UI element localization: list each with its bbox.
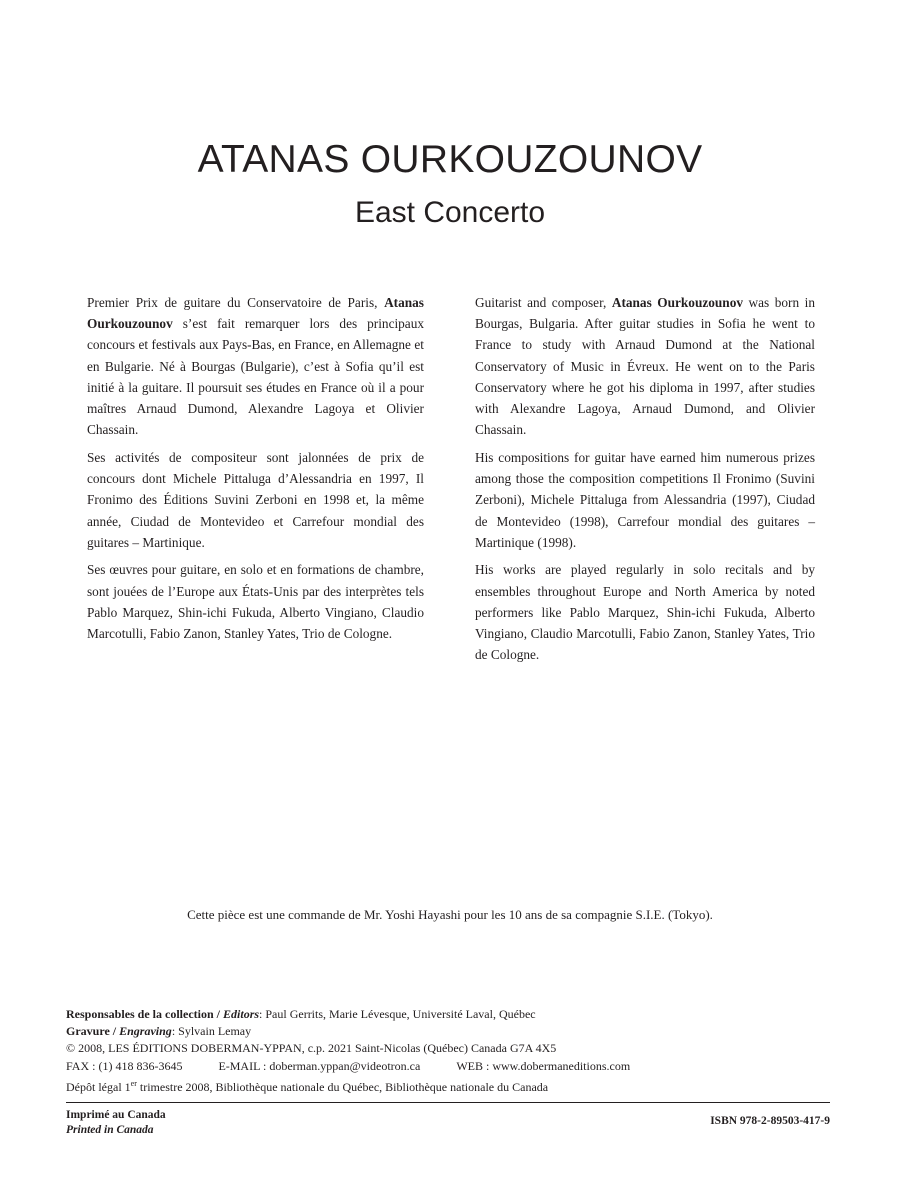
publication-credits	[66, 1006, 846, 1096]
composer-name-bold: Atanas Ourkouzounov	[611, 295, 743, 310]
legal-deposit-start: Dépôt légal 1	[66, 1079, 131, 1094]
bio-fr-paragraph-1	[87, 292, 424, 440]
work-title: East Concerto	[354, 196, 546, 229]
printed-in	[66, 1108, 166, 1138]
isbn-number: ISBN 978-2-89503-417-9	[710, 1115, 830, 1127]
engraving-line: Gravure / Engraving: Sylvain Lemay	[66, 1024, 252, 1039]
copyright-line: © 2008, LES ÉDITIONS DOBERMAN-YPPAN, c.p. 2021 Saint-Nicolas (Québec) Canada G7A 4X5	[66, 1041, 557, 1056]
bio-fr-paragraph-2: Ses activités de compositeur sont jalonnées de prix de concours dont Michele Pittaluga d’Alessandria en 1997, Il Fronimo des Éditions Suvini Zerboni en 1998 et, la même année, Ciudad de Montevideo et Carrefour mondial des guitares – Martinique.	[87, 449, 424, 550]
commission-note: Cette pièce est une commande de Mr. Yoshi Hayashi pour les 10 ans de sa compagnie S.I.E. (Tokyo).	[187, 907, 713, 922]
footer-divider	[66, 1102, 830, 1103]
legal-deposit-end: trimestre 2008, Bibliothèque nationale du Québec, Bibliothèque nationale du Canada	[136, 1079, 549, 1094]
website-address: WEB : www.dobermaneditions.com	[456, 1058, 631, 1073]
printed-in-french: Imprimé au Canada	[66, 1109, 166, 1121]
bio-en-text: was born in Bourgas, Bulgaria. After guitar studies in Sofia he went to France to study with Arnaud Dumond at the National Conservatory of Music in Évreux. He went on to the Paris Conservatory where he got his diploma in 1997, after studies with Alexandre Lagoya, Arnaud Dumond, and Olivier Chassain.	[475, 295, 816, 438]
bio-en-paragraph-1	[475, 292, 815, 440]
bio-en-lead: Guitarist and composer,	[475, 295, 607, 310]
editors-label-fr: Responsables de la collection	[66, 1007, 214, 1021]
editors-line: Responsables de la collection / Editors: Paul Gerrits, Marie Lévesque, Université Laval, Québec	[66, 1007, 536, 1021]
bio-en-paragraph-3: His works are played regularly in solo recitals and by ensembles throughout Europe and North America by noted performers like Pablo Marquez, Shin-ichi Fukuda, Alberto Vingiano, Claudio Marcotulli, Fabio Zanon, Stanley Yates, Trio de Cologne.	[475, 562, 815, 663]
printed-in-english: Printed in Canada	[66, 1124, 154, 1136]
engraving-label-en: Engraving	[119, 1024, 172, 1039]
biography-french	[87, 292, 424, 651]
engraving-label-fr: Gravure	[66, 1024, 110, 1039]
bio-fr-lead: Premier Prix de guitare du Conservatoire de Paris,	[87, 295, 378, 310]
composer-name-bold: Atanas Ourkouzounov	[87, 295, 424, 332]
bio-fr-paragraph-3: Ses œuvres pour guitare, en solo et en formations de chambre, sont jouées de l’Europe aux États-Unis par des interprètes tels Pablo Marquez, Shin-ichi Fukuda, Alberto Vingiano, Claudio Marcotulli, Fabio Zanon, Stanley Yates, Trio de Cologne.	[87, 562, 424, 642]
fax-number: FAX : (1) 418 836-3645	[66, 1058, 183, 1073]
biography-english	[475, 292, 815, 672]
bio-fr-text: s’est fait remarquer lors des principaux concours et festivals aux Pays-Bas, en France, en Allemagne et en Bulgarie. Né à Bourgas (Bulgarie), c’est à Sofia qu’il est initié à la guitare. Il poursuit ses études en France où il a pour maîtres Arnaud Dumond, Alexandre Lagoya et Olivier Chassain.	[87, 316, 425, 438]
contact-line	[66, 1058, 846, 1075]
composer-name: ATANAS OURKOUZOUNOV	[197, 138, 703, 181]
legal-deposit-ordinal: er	[130, 1078, 137, 1088]
email-address: E-MAIL : doberman.yppan@videotron.ca	[218, 1058, 421, 1073]
legal-deposit-line	[66, 1075, 846, 1096]
editors-label-en: Editors	[223, 1007, 260, 1021]
bio-en-paragraph-2: His compositions for guitar have earned him numerous prizes among those the composition competitions Il Fronimo (Suvini Zerboni), Michele Pittaluga from Alessandria (1997), Ciudad de Montevideo (1998), Carrefour mondial des guitares – Martinique (1998).	[475, 449, 815, 550]
editors-value: : Paul Gerrits, Marie Lévesque, Université Laval, Québec	[259, 1007, 536, 1021]
engraving-value: : Sylvain Lemay	[171, 1024, 252, 1039]
